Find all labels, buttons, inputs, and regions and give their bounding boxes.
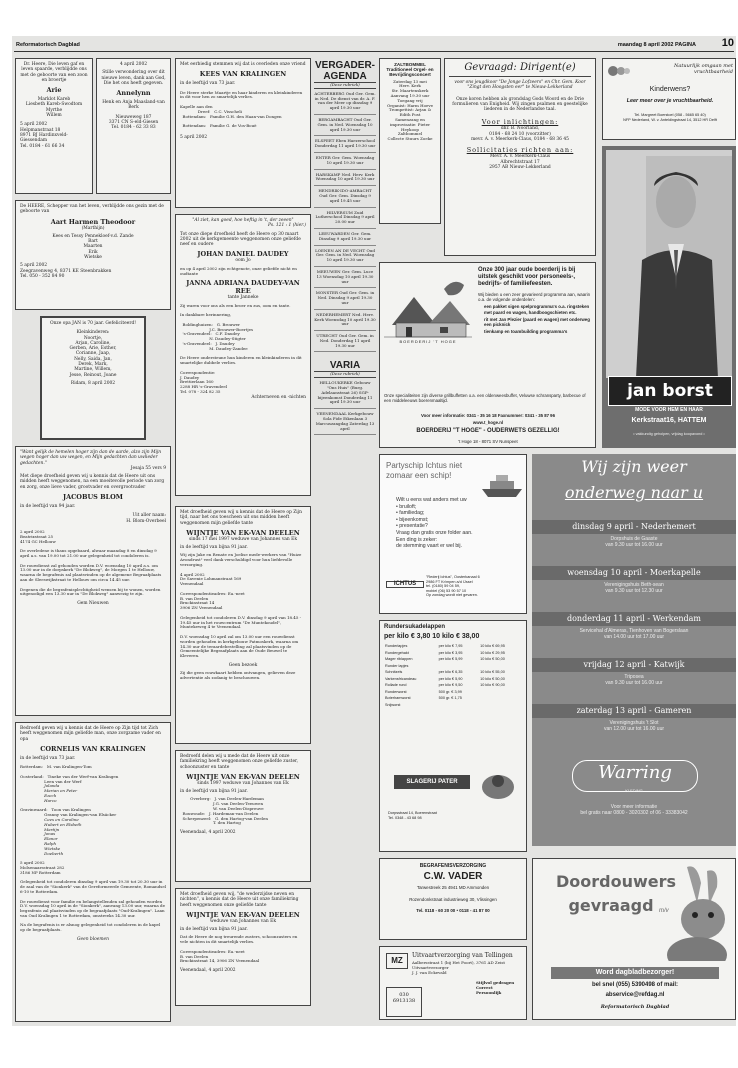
ad-body: Wilt u eens wat anders met uw • bruiloft; • familiedag; • bijeenkomst; • presentatie? Vraag dan gratis onze folder aan. Een ding is zeker: de stemming vaart er wel bij. (396, 497, 473, 550)
deceased-subtitle: weduwe van Johannes van Ek (209, 918, 276, 924)
tour-date-venue: Triposea van 9.30 uur tot 16.00 uur (605, 674, 663, 686)
store-tagline: MODE VOOR HEM EN HAAR (635, 407, 703, 413)
store-slogan: • vakkundig geholpen, vrijdag koopavond • (633, 432, 705, 436)
tour-date-venue: Verenigingshuis Beth-sean van 9.30 uur tot 12.30 uur (604, 582, 664, 594)
table-cell: Rundergehakt (385, 650, 409, 655)
table-cell: 10 kilo € 55,00 (480, 670, 505, 675)
table-row (384, 650, 522, 656)
tour-date-venue: Verenigingshuis 't Slot van 12.00 uur tot 16.00 uur (603, 720, 665, 732)
tellingen-funeral-ad (379, 946, 527, 1020)
parents: Kees en Tessy Pennekloef-v.d. Zande Bart Maarten Erik Wietske (52, 233, 134, 261)
deceased-name: WIJNTJE VAN EK-VAN DEELEN (186, 910, 300, 919)
agenda-column (314, 58, 376, 1006)
table-cell: 500 gr. € 1,75 (438, 696, 462, 701)
obituary-daudey: "Al ziet, kan goed, hoe heftig in 't, der zeeen" Ps. 121 : 1 (hier.) Tot onze diepe droefheid heeft de Heere op 30 maart 2002 uit de kerkgemeente weggenomen onze geliefde neef en oudere JOHAN DANIEL DAUDEY oom Jo en op 4 april 2002 zijn echtgenote, onze geliefde nicht en oudtante JANNA ADRIANA DAUDEY-VAN REE tante Janneke Zij waren voor ons als een broer en zus, oom en tante. In dankbare herinnering, Boldinghuizen: G. Brouwer J.C. Brouwer-Boertjes 's-Gravendeel: C.F. Daudey N. Daudey-Stigter 's-Gravendeel: J. Daudey M. Daudey-Zandee De Heere ondersteune hun kinderen en kleinkinderen in dit smartelijke dubbele verlies. Correspondentie: J. Daudey Brettierlaan 160 2288 HR 's-Gravendeel Tel. 078 - 324 82 35 Achterneven en -nichten (175, 214, 311, 496)
farm-logo-text: BOERDERIJ 'T HOGE (399, 339, 457, 344)
table-cell: per kilo € 5,90 (438, 676, 463, 681)
child-name: Arie (46, 86, 62, 95)
warring-tour-ad (532, 454, 736, 846)
age-line: in de leeftijd van 94 jaar. (20, 504, 76, 510)
table-cell: per kilo € 6,35 (438, 670, 463, 675)
grandchildren: Kleinkinderen: Noortje, Arjan, Caroline, Gerben, Arie, Esther, Corianne, Jaap, Nelly, Saida, Jan, Derek, Mark, Martine, Willem, Jesse, Reinout, Joane (69, 330, 117, 378)
header-rule (14, 51, 734, 52)
boerderij-t-hoge-ad (379, 262, 596, 448)
agenda-list (314, 89, 376, 353)
paper-name: Reformatorisch Dagblad (16, 42, 80, 48)
offer-price: per kilo € 3,80 10 kilo € 38,00 (384, 633, 480, 641)
company-name: C.W. VADER (423, 871, 483, 883)
ad-headline-2: gevraagd (568, 896, 654, 915)
ad-body: Wij bieden u een zeer gevarieerd programma aan, waarin o.a. de volgende onderdelen: (478, 292, 591, 303)
shop-address: Dorpsstraat 14, Boerenstraat Tel. 0348 - 43 68 98 (388, 811, 437, 820)
varia-title: VARIA (329, 360, 361, 372)
age-line: in de leeftijd van 73 jaar. (20, 755, 76, 761)
table-row (384, 657, 522, 663)
table-cell: Snijworst (385, 702, 401, 707)
agenda-entry: HENDRIK-IDO-AMBACHT Oud Ger. Gem. Dinsdag 9 april 19.45 uur (314, 186, 376, 207)
agenda-entry: LEEUWARDEN Ger. Gem. Dinsdag 9 april 19.30 uur (314, 229, 376, 246)
table-row (384, 683, 522, 689)
phone-area: 030 (399, 992, 409, 998)
table-row (384, 676, 522, 682)
table-cell: per kilo € 7,95 (438, 644, 463, 649)
tour-date-label: vrijdag 12 april - Katwijk (532, 658, 736, 672)
tour-date-label: donderdag 11 april - Werkendam (532, 612, 736, 626)
contact-info: "Rederij Ichtus", Oosterkanaal 6 2986 FT Kr/mpen a/d IJssel tel. (0180) 59 04 59, mobiel (06) 53 90 57 10 Op zondag wordt niet gevaren. (426, 575, 480, 598)
company-name: Uitvaartverzorging van Tellingen (412, 952, 513, 959)
nfp-logo-icon (607, 63, 631, 79)
table-cell: Runder lapjes (385, 663, 409, 668)
phone-number: 6913138 (392, 998, 416, 1004)
info-heading: Voor inlichtingen: (481, 118, 559, 127)
gender-tag: m/v (659, 908, 669, 914)
doordouwers-ad (532, 858, 736, 1020)
nfp-brand: Natuurlijk omgaan met vruchtbaarheid (674, 63, 733, 75)
address: Nieuweweg 187 3371 CN S-eld-Giesen Tel. 0184 - 62 33 83 (108, 114, 159, 131)
parents: Marklot Kareb Liesbeth Kareb-Swodtom Myrthe Willem (25, 97, 83, 119)
farm-address: 't Hoge 18 - 8071 SV Nunspeet (458, 439, 518, 444)
notice-text: Met eerbiedig stemmen wij dat is overleden onze vriend (180, 62, 306, 67)
model-photo (606, 150, 732, 378)
ad-intro: voor ons jeugdkoor "De Jonge Lofzeers" en Chr. Gem. Koor "Zingt den Hoogsten eer" te Nieuw-Lekkerland (454, 80, 586, 91)
website-link[interactable]: www.t_hoge.nl (472, 420, 504, 425)
table-cell: 10 kilo € 69,95 (480, 644, 505, 649)
verse-reference: Ps. 121 : 1 (hier.) (268, 223, 306, 229)
obituary-wijntje-1: Met droefheid geven wij u kennis dat de Heere op Zijn tijd, naar het ons toescheen uit ons midden heeft weggenomen mijn geliefde tante WIJNTJE VAN EK-VAN DEELEN sinds 17 mei 1997 weduwe van Johannes van Ek in de leeftijd van bijna 91 jaar. Wij zijn Jake en Renate en Joelise mede-werkers van "Huize Avondrust" veel dank verschuldigd voor hun liefdevolle verzorging. 4 april 2002 De Savenie Lohmanstraat 169 Veenendaal Correspondentieadres: Ea.-neet B. van Deelen Bruckinstraat 14 3906 ZN Veenendaal Gelegenheid tot condoleren D.V. dinsdag 9 april van 18.45 - 19.45 uur in het rouwcentrum "De Muntekoudel", Muntekeweg 4 te Veenendaal. D.V. woensdag 10 april zal om 13.00 uur een rouwdienst worden gehouden in kerkgebouw Patmoskerk, waarna om 14.30 uur de teraardebestelling zal plaatsvinden op de Gemeentelijke Begraafplaats aan de Oude Beuwel te Kleveren. Geen bezoek Zij die geen rouwkaart hebben ontvangen, gelieven deze advertentie als zodanig te beschouwen. (175, 506, 311, 744)
agenda-entry: MONSTER Oud Ger. Gem. in Ned. Dinsdag 9 april 19.30 uur (314, 288, 376, 309)
farmhouse-illustration (384, 267, 472, 349)
agenda-entry: HARSKAMP Ned. Herv. Kerk Woensdag 10 april 19.30 uur (314, 170, 376, 187)
notice-intro: Dr. Heere, Die leven gaf en leven spaarde, verblijdde ons met de geboorte van een zoon en broertje (20, 62, 88, 83)
warring-logo-sub: KLEDING (625, 788, 643, 793)
agenda-title: VERGADER-AGENDA (314, 60, 375, 82)
table-cell: 10 kilo € 29,95 (480, 650, 505, 655)
agenda-entry: MEEUWEN Ger. Gem. Luce 13 Woensdag 10 april 19.30 uur (314, 267, 376, 288)
contact-info: Voor meer informatie bel gratis naar 0800 - 3020302 of 06 - 33383042 (580, 804, 688, 816)
program-list (478, 304, 592, 334)
notice-date: Veenendaal, 4 april 2002 (180, 968, 236, 974)
ad-title: Kinderwens? (649, 86, 691, 93)
family: Uit aller naam: H. Blom-Overbeel (126, 513, 166, 524)
agenda-entry: ACHTERBERG Oud Ger. Gem. in Ned. De dienst van dr. A. F. van der Meer op dinsdag 9 april 19.30 uur (314, 89, 376, 115)
phone-box (386, 987, 422, 1017)
obituary-kees-van-kralingen: Met eerbiedig stemmen wij dat is overleden onze vriend KEES VAN KRALINGEN in de leeftijd van 73 jaar. De Heere sterke Maartje en haar kinderen en kleinkinderen in dit voor hen zo smartelijk verlies. Kapelle aan den Dreef: C.C. Visscheli Bottendam: Familie G.H. den Haan-van Dongen Bottendam: Familie G. de Vos-Bouè 5 april 2002 (175, 58, 311, 208)
table-cell: Varkensfricandeau (385, 676, 417, 681)
obituary-cornelis-van-kralingen: Bedroefd geven wij u kennis dat de Heere op Zijn tijd tot Zich heeft weggenomen mijn geliefde man, onze zorgzame vader en opa CORNELIS VAN KRALINGEN in de leeftijd van 73 jaar. Rotterdam: M. van Kralingen-Tom Oosterland: Tineke van der Werf-van Kralingen Leen van der Werf Jolanda Marian en Peter Ezech Harco Gravinwaard: Toon van Kralingen Granny van Kralingen-van Elsäcker Cees en Caroline Hubert en Elsbeth Martijn Jonas Elanor Ralph Wietske Doeberth 5 april 2002 Molsenaarsstraat 282 3186 NP Rotterdam Gelegenheid tot condoleren dinsdag 9 april van 19.30 tot 20.30 uur in de zaal van de "Sionkerk" van de Gereformeerde Gemeente, Romandsel 6-10 te Rotterdam. De rouwdienst voor familie en belangstellenden zal gehouden worden D.V. woensdag 10 april in de "Sionkerk", aanvang 13.00 uur, waarna de begrafenis zal plaatsvinden op de begraafplaats "Oud-Kralingen". Laan van Oud Kralingen 1 te Rotterdam, omstreeks 14.30 uur. Na de begrafenis is er alsnog gelegenheid tot condoleren in de kapel op de begraafplaats. Geen bloemen (15, 722, 171, 1022)
table-cell: Mager riblappen (385, 657, 413, 662)
slagerij-pater-ad (379, 620, 527, 852)
parents: Henk en Anja Maasland-van Berk (102, 100, 165, 111)
application-address: Mevr. A. v. Meerkerk-Claus Albrechtstraat 17 2957 AB Nieuw-Lekkerland (489, 154, 551, 170)
varia-entry: VEENENDAAL Kerkgebouw Sola Fide Eikenlaan 3 Marcuszangdag Zaterdag 13 april (314, 409, 376, 435)
notice-place: Ridam, 8 april 2002 (70, 380, 116, 386)
bible-verse: "Want gelijk de hemelen hoger zijn dan de aarde, alzo zijn Mijn wegen hoger dan uw wegen, en Mijn gedachten dan uwlieder gedachten." (20, 450, 162, 466)
deceased-subtitle: sinds 1997 weduwe van Johannes van Ek (197, 780, 289, 786)
notice-intro: Stille verwondering over dit nieuwe leven, dank aan God, Die het ons heeft gegeven. (101, 70, 166, 86)
notice-text: Tot onze diepe droefheid heeft de Heere op 30 maart 2002 uit de kerkgemeente weggenomen onze geliefde neef en oudere (180, 231, 301, 248)
offer-title: Rundersukadelappen (384, 624, 446, 630)
deceased-name: WIJNTJE VAN EK-VAN DEELEN (186, 772, 300, 781)
obituary-jacobus-blom: "Want gelijk de hemelen hoger zijn dan de aarde, alzo zijn Mijn wegen hoger dan uw wegen, en Mijn gedachten dan uwlieder gedachten." Jesaja 55 vers 9 Met diepe droefheid geven wij u kennis dat de Heere uit ons midden heeft weggenomen, na een moeitevolle periode van zorg en zorg, onze lieve vader, grootvader en overgrootvader JACOBUS BLOM in de leeftijd van 94 jaar. Uit aller naam: H. Blom-Overbeel 2 april 2002 Beatrixstraat 25 4174 GC Hellouw De overledene is thans opgebaard, alwaar maandag 8 en dinsdag 9 april a.s. van 19.00 tot 21.00 uur gelegenheid tot condoleren is. De rouwdienst zal gehouden worden D.V. woensdag 10 april a.s. om 13.00 uur in de dorpskerk "De Blokweg", de Morgen 1 te Hellouw, waarna de begrafenis zal plaatsvinden op de algemene Begraafplaats aan de Sleeswijkstraat te Hellouw om circa 14.45 uur. Degenen die de begrafenisplechtigheid wensen bij te wonen, worden uitgenodigd een 13.30 uur in "De Blokweg" aanwezig te zijn. Gem Nieuwen (15, 446, 171, 716)
notice-date: 5 april 2002 (180, 134, 208, 140)
notice-text: Met diepe droefheid geven wij u kennis dat de Heere uit ons midden heeft weggenomen, na een moeitevolle periode van zorg en zorg, onze lieve vader, grootvader en overgrootvader (20, 474, 165, 490)
phone-numbers: Tel. 0118 - 60 20 00 • 0118 - 41 87 00 (416, 907, 490, 913)
agenda-entry: NEDERHEMERT Ned. Herv. Kerk Woensdag 10 april 19.30 uur (314, 310, 376, 331)
varia-entry: HELLOUKERKE Gebouw "Ons Huis" (Burg. Adelaanstraat 26) SGP-bijeenkomst Donderdag 11 april 19.30 uur (314, 378, 376, 409)
child-name: Annelynn (116, 89, 151, 98)
butcher-logo-icon (476, 769, 520, 803)
company-logo: MZ (386, 953, 408, 969)
table-cell: 500 gr. € 3,99 (438, 689, 462, 694)
slogan: Stijlvol gedragen Correct Persoonlijk (476, 980, 515, 995)
event-details: Zaterdag 13 mei Herv. Kerk Str. Maartenskerk Aanvang 19.30 uur Toegang vrij Organist: Harm Hoeve Trompettist: Arjan & Edith Post Samenzang en improvisatie: Pieter Heykoop Zaltbommel Collecte Stuurs Zoeke (386, 78, 433, 142)
agenda-entry: BERGAMBACHT Oud Ger. Gem. in Ned. Woensdag 10 april 19.30 uur (314, 115, 376, 136)
store-logo: jan borst (608, 376, 732, 406)
contact-phone: Voor meer informatie: 0341 - 35 16 18 Faxnummer: 0341 - 35 87 96 (421, 413, 555, 418)
ad-headline: Onze 300 jaar oude boerderij is bij uitstek geschikt voor personeels-, bedrijfs- of familiefeesten. (478, 267, 576, 287)
tour-date-label: dinsdag 9 april - Nederhemert (532, 520, 736, 534)
notice-footer: Gem Nieuwen (77, 601, 109, 607)
table-cell: Runderworst (385, 689, 407, 694)
agenda-entry: ELSPEET Eben Haezerschool Donderdag 11 april 19.30 uur (314, 136, 376, 153)
application-heading: Sollicitaties richten aan: (466, 146, 574, 155)
notice-date: Veenendaal, 4 april 2002 (180, 830, 236, 836)
company-address: Aalbersstraat 1 (bij Het Poort), 3761 AD Zeist Uitvaartverzorger J. J. van Eckevald (412, 960, 506, 975)
tour-date-venue: Dorpshuis de Gaaste van 9.30 uur tot 16.00 uur (605, 536, 663, 548)
birth-notice-aart (15, 200, 171, 310)
deceased-name: CORNELIS VAN KRALINGEN (40, 744, 146, 753)
deceased-subtitle: sinds 17 mei 1997 weduwe van Johannes van Ek (188, 536, 298, 542)
script-title-1: Wij zijn weer (581, 457, 687, 476)
cw-vader-funeral-ad (379, 858, 527, 940)
table-row (384, 644, 522, 650)
table-cell: 10 kilo € 50,00 (480, 676, 505, 681)
notice-text: Bedroefd delen wij u mede dat de Heere uit onze familiekring heeft weggenomen onze geliefde zuster, schoonzuster en tante (180, 754, 299, 770)
ad-body: Onze koren hebben als grondslag Gods Woord en de Drie formulieren van Enigheid. Wij zingen psalmen en geestelijke liederen in de Nederlandse taal. (452, 96, 588, 113)
deceased-name: JACOBUS BLOM (63, 493, 123, 502)
verse-reference: Jesaja 55 vers 9 (130, 465, 166, 471)
deceased-name: WIJNTJE VAN EK-VAN DEELEN (186, 528, 300, 537)
tour-date-label: zaterdag 13 april - Gameren (532, 704, 736, 718)
ship-illustration (480, 465, 524, 499)
program-item: een pakket sigen spelprogramma's o.a. ringsteken met paard en wagen, handboogschieten etc. (484, 304, 590, 315)
table-cell (438, 702, 480, 708)
script-title-2: onderweg naar u (564, 483, 704, 502)
notice-intro: De HEERE, Schepper van het leven, verblijdde ons gezin met de geboorte van (20, 204, 164, 215)
notice-footer: Geen bezoek (228, 663, 258, 669)
jan-borst-fashion-ad (602, 146, 736, 448)
newspaper-page (12, 36, 736, 1026)
nfp-kinderwens-ad (602, 58, 736, 140)
event-title: ZALTBOMMEL Traditioneel Orgel- en Bevrijdingsconcert (386, 62, 434, 78)
farm-name: BOERDERIJ "T HOGE" - OUDERWETS GEZELLIG! (416, 428, 560, 434)
address-2: Rozendonkstraat industrieweg 30, Vlissingen (409, 896, 497, 902)
notice-footer: Geen bloemen (77, 937, 109, 943)
contact-phone: bel snel (055) 5390498 of mail: (591, 982, 679, 988)
varia-list (314, 378, 376, 435)
birth-notice-annelynn (96, 58, 171, 194)
deceased-name-2: JANNA ADRIANA DAUDEY-VAN REE (186, 279, 300, 296)
ichtus-logo: ICHTUS (386, 581, 424, 588)
tour-date-venue: Servicehal d'Almeras, Tienhoven van Bogerslaan van 14.00 uur tot 17.00 uur (579, 628, 689, 640)
ad-subtitle: Leer meer over je vruchtbaarheid. (626, 98, 714, 104)
address-1: Tarwestreek 25 4941 MD Ammonden (416, 885, 490, 891)
deceased-name: KEES VAN KRALINGEN (199, 70, 287, 79)
table-cell: Rollade rund (385, 683, 407, 688)
table-row (384, 702, 522, 708)
table-cell: 10 kilo € 90,00 (480, 683, 505, 688)
ad-headline: Partyschip Ichtus niet zomaar een schip! (386, 461, 463, 480)
birth-notice-arie (15, 58, 93, 194)
varia-subtitle: (Deze rubriek) (314, 371, 376, 378)
specialties: Onze specialiteiten zijn diverse grillbuffetten o.a. een oldenweesbuffet, Veluwse schransparty, barbecue of een middeleeuws boerenmaaltijd. (384, 393, 586, 404)
warring-logo: Warring (572, 760, 698, 792)
age-line: in de leeftijd van bijna 91 jaar. (180, 545, 248, 551)
program-item: rit met Jan Plezier (paard en wagen) met onderweg een picknick (484, 316, 590, 328)
tour-date-label: woensdag 10 april - Moerkapelle (532, 566, 736, 580)
child-name: Aart Harmen Theodoor (50, 217, 136, 226)
service-type: BEGRAFENISVERZORGING (419, 863, 487, 869)
ichtus-partyship-ad (379, 454, 527, 614)
page-date: maandag 8 april 2002 PAGINA (617, 42, 696, 48)
publisher-logo: Reformatorisch Dagblad (600, 1004, 670, 1010)
agenda-subtitle: (Deze rubriek) (314, 82, 376, 89)
age-line: in de leeftijd van bijna 91 jaar. (180, 927, 248, 933)
contact-email[interactable]: abservice@refdag.nl (605, 992, 665, 998)
obituary-wijntje-3: Met droefheid geven wij, "de wederzijdse neven en nichten", u kennis dat de Heere uit onze familiekring heeft weggenomen onze geliefde tante WIJNTJE VAN EK-VAN DEELEN weduwe van Johannes van Ek in de leeftijd van bijna 91 jaar. Dat de Heere de nog treurende zusters, schoonzusters en vele nichten in dit smartelijk verlies. Correspondentieadres: Ea.-neet B. van Deelen Bruckinstraat 14, 3906 ZN Veenendaal Veenendaal, 4 april 2002 (175, 888, 311, 1006)
notice-text: Met droefheid geven wij u kennis dat de Heere op Zijn tijd, naar het ons toescheen uit ons midden heeft weggenomen mijn geliefde tante (180, 510, 302, 526)
deceased-name: JOHAN DANIEL DAUDEY (197, 250, 289, 259)
table-cell: 10 kilo € 50,00 (480, 657, 505, 662)
agenda-entry: ENTER Ger. Gem. Woensdag 10 april 19.30 uur (314, 153, 376, 170)
notice-footer: Achterneven en -nichten (251, 394, 306, 400)
price-table (384, 644, 522, 709)
obituary-wijntje-2: Bedroefd delen wij u mede dat de Heere uit onze familiekring heeft weggenomen onze geliefde zuster, schoonzuster en tante WIJNTJE VAN EK-VAN DEELEN sinds 1997 weduwe van Johannes van Ek in de leeftijd van bijna 91 jaar. Overberg: J. van Deelen-Hardeman J.G. van Deelen-Teeuwen W. van Deelen-Dispreuve Rouwoude: J. Hardeman-van Deelen Scherpenzeel: G. den Hartog-van Deelen T. den Hartog Veenendaal, 4 april 2002 (175, 750, 311, 882)
ad-headline: Doordouwers (555, 872, 677, 891)
table-cell: Runderlapjes (385, 644, 408, 649)
contact-info: Tel. Margreet Boerstoel (058 - 5665 65 40) NFP Nederland, W. v. Anteldingstraat 14, 3512 HR Delft (623, 113, 717, 122)
table-cell: per kilo € 5,99 (438, 657, 463, 662)
birthday-notice-jan (40, 316, 146, 440)
deceased-nickname-2: tante Janneke (227, 295, 259, 301)
table-cell: Boterhamworst (385, 696, 411, 701)
notice-intro: Onze opa JAN is 70 jaar. Gefeliciteerd! (49, 321, 137, 326)
page-number: 10 (721, 37, 734, 49)
agenda-entry: UTRECHT Oud Ger. Gem. in Ned. Donderdag 11 april 19.30 uur (314, 331, 376, 352)
table-cell: per kilo € 9,50 (438, 683, 463, 688)
bible-verse: "Al ziet, kan goed, hoe heftig in 't, der zeeen" (192, 218, 294, 223)
address: 5 april 2002 Helpmanstraat 18 8971 BJ Hardinxveld-Giessendam Tel. 0184 - 61 66 34 (20, 122, 68, 149)
age-line: in de leeftijd van 73 jaar. (180, 81, 236, 87)
store-address: Kerkstraat16, HATTEM (631, 417, 707, 424)
agenda-entry: HILVERSUM Zuid Lutherschool Dinsdag 9 april 20.00 uur (314, 208, 376, 229)
agenda-entry: LOENEN AN DE VECHT Oud Ger. Gem. in Ned. Woensdag 10 april 19.30 uur (314, 246, 376, 267)
notice-text: Bedroefd geven wij u kennis dat de Heere op Zijn tijd tot Zich heeft weggenomen mijn geliefde man, onze zorgzame vader en opa (20, 726, 161, 742)
table-cell (479, 702, 522, 708)
child-nickname: (Marthijn) (81, 225, 105, 231)
cta-banner: Word dagbladbezorger! (551, 967, 719, 979)
program-item: tienkamp en toambuilding programma's (484, 329, 568, 335)
age-line: in de leeftijd van bijna 91 jaar. (180, 789, 248, 795)
info-contacts: dhr. B. Noorland, 0184 - 68 24 10 (voorzitter) mevr. A. v. Meerkerk-Claus, 0184 - 68 36 45 (471, 126, 569, 143)
table-cell: Schnitzels (385, 670, 403, 675)
dirigent-wanted-ad (444, 58, 596, 256)
ad-title: Gevraagd: Dirigent(e) (449, 62, 591, 77)
page-header (12, 39, 736, 51)
notice-text: Met droefheid geven wij, "de wederzijdse neven en nichten", u kennis dat de Heere uit onze familiekring heeft weggenomen onze geliefde tante (180, 892, 299, 908)
shop-name: SLAGERIJ PATER (394, 775, 470, 789)
zaltbommel-concert (379, 58, 441, 224)
deceased-nickname: oom Jo (235, 258, 251, 264)
address: 5 april 2002 Zeegravenweg 4, 8371 KE Steenbrakken Tel. 050 - 352 84 90 (20, 263, 112, 279)
table-cell: per kilo € 3,95 (438, 650, 463, 655)
notice-date: 4 april 2002 (119, 62, 148, 67)
